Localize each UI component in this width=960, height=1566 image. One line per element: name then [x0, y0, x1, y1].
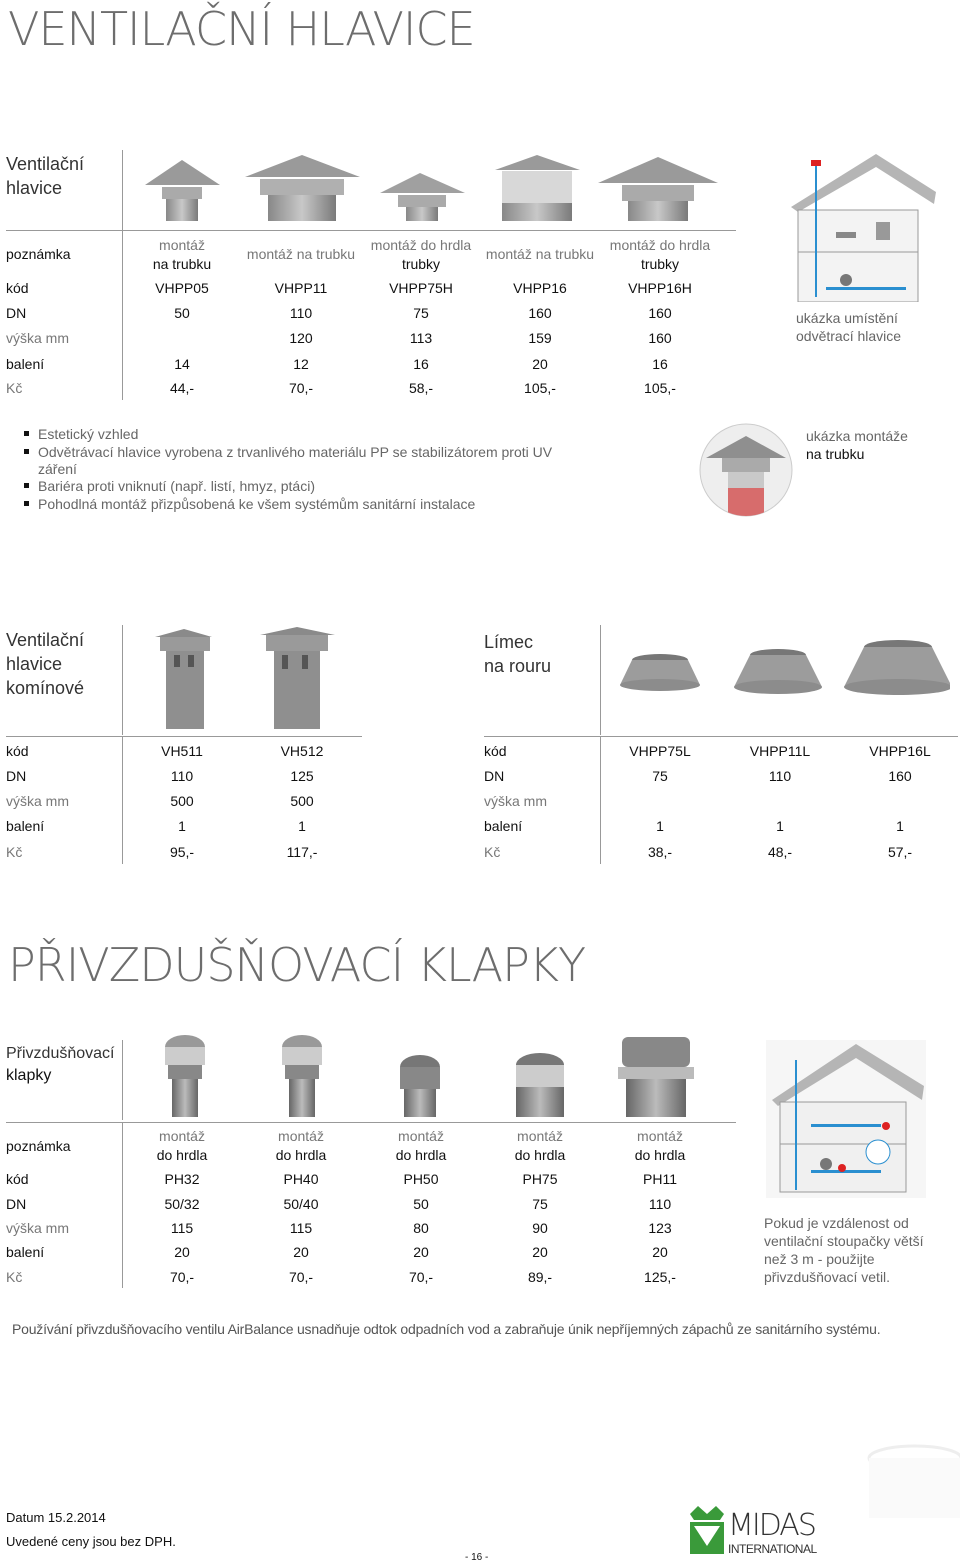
- table-cell-pack: 1: [656, 818, 664, 834]
- chimney-head-images: [150, 625, 350, 730]
- note-cell: do hrdla: [634, 1147, 686, 1163]
- table-cell-price: 57,-: [887, 844, 913, 860]
- note-cell: montáž do hrdla: [370, 237, 472, 253]
- pipe-collar-images: [620, 635, 950, 705]
- row-label-dn: DN: [6, 305, 27, 321]
- divider: [122, 1122, 123, 1288]
- note-line: Pokud je vzdálenost od: [764, 1215, 909, 1231]
- row-label-pack: balení: [6, 1244, 45, 1260]
- ventilation-head-images: [140, 155, 740, 225]
- row-label-height: výška mm: [6, 1220, 69, 1236]
- distance-note: [764, 1214, 924, 1286]
- divider: [122, 736, 123, 864]
- vhpp11l-image: [734, 649, 822, 694]
- section-title-line: klapky: [6, 1067, 52, 1084]
- row-label-price: Kč: [6, 380, 23, 396]
- row-label-pack: balení: [6, 818, 45, 834]
- table-cell-dn: 50: [174, 305, 190, 321]
- table-cell-height: 160: [648, 330, 672, 346]
- table-cell-code: VHPP05: [155, 280, 209, 296]
- house-caption: [796, 309, 901, 345]
- table-cell-code: PH40: [283, 1171, 319, 1187]
- divider: [122, 1040, 123, 1120]
- table-cell-price: 105,-: [644, 380, 676, 396]
- table-cell-pack: 12: [293, 356, 309, 372]
- section-title-line: hlavice: [6, 178, 63, 198]
- note-cell: montáž: [637, 1128, 683, 1144]
- footer-vat-note: Uvedené ceny jsou bez DPH.: [6, 1534, 176, 1549]
- row-label-height: výška mm: [6, 793, 69, 809]
- section-title-pipe-collar: [484, 630, 551, 678]
- note-line: přivzdušňovací vetil.: [764, 1269, 891, 1285]
- row-label-code: kód: [6, 743, 29, 759]
- table-cell-price: 70,-: [288, 380, 314, 396]
- table-cell-height: 500: [290, 793, 314, 809]
- table-cell-code: VHPP75H: [389, 280, 453, 296]
- table-cell-height: 80: [413, 1220, 429, 1236]
- table-cell-dn: 160: [528, 305, 552, 321]
- table-cell-code: VHPP16: [513, 280, 567, 296]
- section-title-line: Ventilační: [6, 630, 85, 650]
- table-cell-price: 70,-: [169, 1269, 195, 1285]
- row-label-pack: balení: [6, 356, 45, 372]
- table-cell-code: PH50: [403, 1171, 439, 1187]
- table-cell-pack: 20: [532, 1244, 548, 1260]
- table-cell-code: VHPP11: [274, 280, 328, 296]
- row-label-dn: DN: [6, 1196, 27, 1212]
- table-cell-height: 120: [289, 330, 313, 346]
- row-label-price: Kč: [484, 844, 501, 860]
- crown-icon: [688, 1506, 726, 1556]
- row-label-price: Kč: [6, 844, 23, 860]
- table-cell-dn: 75: [532, 1196, 548, 1212]
- row-label-note: poznámka: [6, 1138, 71, 1154]
- table-cell-price: 95,-: [169, 844, 195, 860]
- section-title-air-valves: [6, 1043, 115, 1087]
- divider: [600, 736, 601, 864]
- note-cell: montáž: [517, 1128, 563, 1144]
- section-title-line: komínové: [6, 678, 85, 698]
- page-title-ventilation-heads: VENTILAČNÍ HLAVICE: [8, 2, 475, 56]
- table-cell-height: 500: [170, 793, 194, 809]
- section-title-line: hlavice: [6, 654, 63, 674]
- bullet-continuation: záření: [38, 461, 77, 477]
- table-cell-dn: 50/40: [283, 1196, 319, 1212]
- table-cell-dn: 75: [652, 768, 668, 784]
- row-label-height: výška mm: [484, 793, 547, 809]
- divider: [6, 736, 362, 737]
- house-air-valve-diagram: [766, 1040, 926, 1198]
- table-cell-dn: 110: [170, 768, 194, 784]
- note-cell: montáž na trubku: [246, 246, 356, 262]
- air-valve-images: [150, 1035, 710, 1120]
- section-title-line: Přivzdušňovací: [6, 1045, 115, 1062]
- table-cell-height: 113: [409, 330, 433, 346]
- page-title-air-valves: PŘIVZDUŠŇOVACÍ KLAPKY: [8, 938, 586, 992]
- ph32-image: [165, 1035, 205, 1117]
- vhpp16h-image: [598, 157, 718, 221]
- section-title-chimney-heads: [6, 628, 84, 700]
- bullet-item: Bariéra proti vniknutí (např. listí, hmyz, ptáci): [38, 478, 315, 494]
- table-cell-dn: 50: [413, 1196, 429, 1212]
- bullet-item: Estetický vzhled: [38, 426, 139, 442]
- vh512-image: [260, 627, 335, 729]
- note-cell: trubky: [640, 256, 680, 272]
- section-title-line: Ventilační: [6, 154, 85, 174]
- table-cell-code: VH512: [280, 743, 324, 759]
- table-cell-price: 48,-: [767, 844, 793, 860]
- divider: [484, 736, 958, 737]
- note-cell: trubky: [401, 256, 441, 272]
- table-cell-height: 159: [528, 330, 552, 346]
- mount-example-image: [698, 422, 794, 518]
- table-cell-dn: 75: [413, 305, 429, 321]
- table-cell-pack: 20: [293, 1244, 309, 1260]
- note-cell: montáž: [159, 237, 205, 253]
- note-line: než 3 m - použijte: [764, 1251, 875, 1267]
- page-number: - 16 -: [465, 1552, 489, 1563]
- table-cell-dn: 160: [648, 305, 672, 321]
- ph75-image: [516, 1053, 564, 1117]
- table-cell-price: 38,-: [647, 844, 673, 860]
- table-cell-dn: 110: [648, 1196, 672, 1212]
- note-cell: montáž: [159, 1128, 205, 1144]
- vhpp16-image: [495, 155, 580, 221]
- table-cell-price: 44,-: [169, 380, 195, 396]
- table-cell-pack: 16: [652, 356, 668, 372]
- table-cell-code: VHPP16L: [869, 743, 931, 759]
- logo-subtext: INTERNATIONAL: [728, 1542, 817, 1556]
- caption-line: na trubku: [806, 446, 865, 462]
- bullet-item: Pohodlná montáž přizpůsobená ke všem systémům sanitární instalace: [38, 496, 476, 512]
- section-title-ventilation-heads: [6, 152, 84, 200]
- table-cell-code: VH511: [161, 743, 203, 759]
- note-cell: do hrdla: [514, 1147, 566, 1163]
- divider: [122, 625, 123, 735]
- vhpp75h-image: [380, 173, 465, 221]
- note-cell: montáž na trubku: [485, 246, 595, 262]
- row-label-dn: DN: [484, 768, 505, 784]
- house-vent-diagram: [786, 152, 936, 302]
- row-label-price: Kč: [6, 1269, 23, 1285]
- table-cell-height: 123: [648, 1220, 672, 1236]
- midas-logo: [688, 1502, 828, 1558]
- table-cell-pack: 14: [174, 356, 190, 372]
- ph40-image: [282, 1035, 322, 1117]
- table-cell-pack: 20: [532, 356, 548, 372]
- caption-line: ukázka montáže: [806, 428, 908, 444]
- table-cell-price: 70,-: [288, 1269, 314, 1285]
- section-title-line: Límec: [484, 632, 534, 652]
- table-cell-price: 117,-: [286, 844, 318, 860]
- note-cell: do hrdla: [156, 1147, 208, 1163]
- table-cell-pack: 1: [776, 818, 784, 834]
- note-cell: montáž: [278, 1128, 324, 1144]
- table-cell-pack: 16: [413, 356, 429, 372]
- note-cell: montáž: [398, 1128, 444, 1144]
- footer-date: Datum 15.2.2014: [6, 1510, 106, 1525]
- logo-text: MIDAS: [728, 1508, 815, 1543]
- section-title-line: na rouru: [484, 656, 552, 676]
- caption-line: ukázka umístění: [796, 310, 898, 326]
- table-cell-price: 70,-: [408, 1269, 434, 1285]
- table-cell-height: 115: [170, 1220, 194, 1236]
- table-cell-dn: 160: [888, 768, 912, 784]
- vhpp11-image: [245, 155, 360, 221]
- ph11-image: [618, 1037, 694, 1117]
- divider: [6, 1122, 736, 1123]
- table-cell-dn: 50/32: [164, 1196, 200, 1212]
- table-cell-pack: 20: [652, 1244, 668, 1260]
- table-cell-price: 105,-: [524, 380, 556, 396]
- table-cell-code: VHPP75L: [629, 743, 691, 759]
- caption-line: odvětrací hlavice: [796, 328, 902, 344]
- row-label-code: kód: [484, 743, 507, 759]
- table-cell-price: 125,-: [644, 1269, 676, 1285]
- table-cell-code: VHPP16H: [628, 280, 692, 296]
- table-cell-code: PH11: [643, 1171, 677, 1187]
- table-cell-dn: 125: [290, 768, 314, 784]
- table-cell-code: PH32: [164, 1171, 200, 1187]
- table-cell-code: VHPP11L: [749, 743, 811, 759]
- row-label-pack: balení: [484, 818, 523, 834]
- row-label-note: poznámka: [6, 246, 71, 262]
- divider: [600, 625, 601, 735]
- airbalance-text: Používání přivzdušňovacího ventilu AirBalance usnadňuje odtok odpadních vod a zabraňuje únik nepříjemných zápachů ze sanitárního systému.: [12, 1321, 881, 1337]
- table-cell-height: 115: [289, 1220, 313, 1236]
- vhpp16l-image: [844, 640, 950, 695]
- note-cell: do hrdla: [275, 1147, 327, 1163]
- table-cell-pack: 1: [298, 818, 306, 834]
- note-cell: montáž do hrdla: [609, 237, 711, 253]
- table-cell-dn: 110: [289, 305, 313, 321]
- vh511-image: [155, 629, 212, 729]
- row-label-dn: DN: [6, 768, 27, 784]
- table-cell-pack: 20: [413, 1244, 429, 1260]
- table-cell-code: PH75: [522, 1171, 558, 1187]
- note-cell: do hrdla: [395, 1147, 447, 1163]
- product-watermark: [855, 1440, 960, 1520]
- mount-caption: [806, 427, 908, 463]
- vhpp05-image: [145, 160, 220, 221]
- row-label-code: kód: [6, 1171, 29, 1187]
- table-cell-pack: 20: [174, 1244, 190, 1260]
- vhpp75l-image: [620, 654, 700, 691]
- divider: [6, 230, 736, 231]
- row-label-height: výška mm: [6, 330, 69, 346]
- table-cell-dn: 110: [768, 768, 792, 784]
- table-cell-price: 58,-: [408, 380, 434, 396]
- table-cell-price: 89,-: [527, 1269, 553, 1285]
- table-cell-pack: 1: [178, 818, 186, 834]
- divider: [122, 150, 123, 230]
- table-cell-pack: 1: [896, 818, 904, 834]
- row-label-code: kód: [6, 280, 29, 296]
- ph50-image: [400, 1055, 440, 1117]
- bullet-item: Odvětrávací hlavice vyrobena z trvanlivého materiálu PP se stabilizátorem proti UV: [38, 444, 553, 460]
- note-line: ventilační stoupačky větší: [764, 1233, 924, 1249]
- note-cell: na trubku: [152, 256, 212, 272]
- table-cell-height: 90: [532, 1220, 548, 1236]
